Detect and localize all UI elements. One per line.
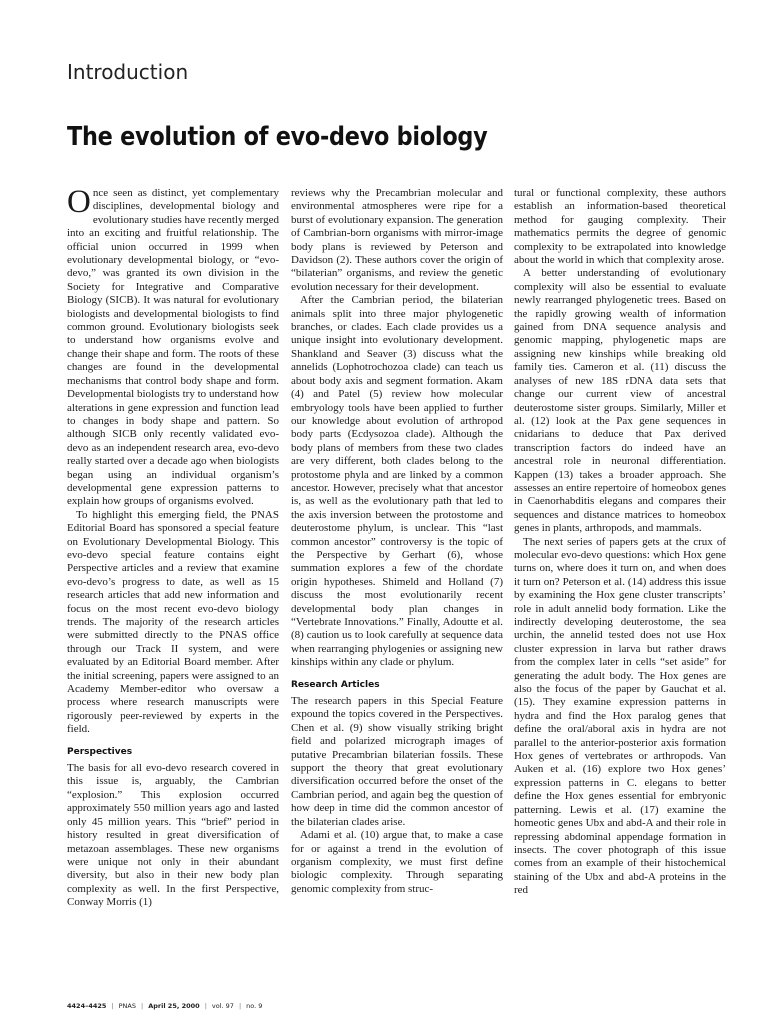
paragraph: A better understanding of evolutionary complexity will also be essential to evaluate newly rearranged phylogenetic trees. Based on the rapidly growing wealth of information gained from DNA sequence analysis and genomic mapping, phylogenetic maps are assigning new kinships while breaking old family ties. Cameron et al. (11) discuss the analyses of new 18S rDNA data sets that change our current view of ancestral deuterostome sister groups. Similarly, Miller et al. (12) look at the Pax gene sequences in cnidarians to deduce that Pax derived transcription factors do indeed have an ancestral role in neuronal differentiation. Kappen (13) takes a broader approach. She assesses an entire repertoire of homeobox genes in Caenorhabditis elegans and compares their sequences and distance matrices to homeobox genes in plants, arthropods, and mammals. xyxy=(514,267,726,535)
paragraph: Adami et al. (10) argue that, to make a case for or against a trend in the evolution of organism complexity, we must first define biologic complexity. Through separating genomic complexity from struc- xyxy=(291,829,503,895)
footer-volume: vol. 97 xyxy=(211,1002,234,1010)
drop-cap: O xyxy=(67,184,91,220)
paragraph-text: nce seen as distinct, yet complementary disciplines, developmental biology and evolutionary studies have recently merged into an exciting and fruitful relationship. The official union occurred in 1999 when evolutionary developmental biology, or “evo-devo,” was granted its own division in the Society for Integrative and Comparative Biology (SICB). It was natural for evolutionary biologists and developmental biologists to find common ground. Evolutionary biologists seek to understand how organisms evolve and change their shape and form. The roots of these changes are found in the developmental mechanisms that control body shape and form. Developmental biologists try to understand how alterations in gene expression and function lead to changes in body shape and pattern. So although SICB only recently validated evo-devo as an independent research area, evo-devo really started over a decade ago when biologists began using an individual organism’s developmental gene expression patterns to explain how groups of organisms evolved. xyxy=(67,187,279,508)
paragraph: To highlight this emerging field, the PNAS Editorial Board has sponsored a special feature on Evolutionary Developmental Biology. This evo-devo special feature contains eight Perspective articles and a review that examine evo-devo’s progress to date, as well as 15 research articles that add new information and focus on the most recent evo-devo biology trends. The majority of the research articles were submitted directly to the PNAS office through our Track II system, and were evaluated by an Editorial Board member. After the initial screening, papers were assigned to an Academy Member-editor who oversaw a process where research manuscripts were rigorously peer-reviewed by experts in the field. xyxy=(67,508,279,736)
footer-separator: | xyxy=(141,1002,144,1010)
article-title: The evolution of evo-devo biology xyxy=(67,122,488,152)
footer-issue: no. 9 xyxy=(246,1002,263,1010)
text-column-2 xyxy=(291,187,503,896)
footer-journal: PNAS xyxy=(118,1002,136,1010)
text-column-1 xyxy=(67,184,279,910)
paragraph: The next series of papers gets at the crux of molecular evo-devo questions: which Hox gene turns on, where does it turn on, and when does it turn on? Peterson et al. (14) address this issue by examining the Hox gene cluster transcripts’ role in adult annelid body formation. Like the indirectly developing deuterostome, the sea urchin, the annelid tested does not use Hox cluster expression in larva but rather draws from the complex later in cells “set aside” for generating the adult body. The Hox genes are also the focus of the paper by Gauchat et al. (15). They examine expression patterns in hydra and find the Hox paralog genes that define the oral/aboral axis in hydra are not parallel to the anterior-posterior axis formation Hox genes of vertebrates or arthropods. Van Auken et al. (16) explore two Hox genes’ expression patterns in C. elegans to better define the Hox genes essential for embryonic patterning. Lewis et al. (17) examine the homeotic genes Ubx and abd-A and their role in repressing abdominal appendage formation in insects. The cover photograph of this issue comes from an example of their histochemical staining of the Ubx and abd-A proteins in the red xyxy=(514,535,726,897)
paragraph: reviews why the Precambrian molecular and environmental atmospheres were ripe for a burst of evolutionary expansion. The generation of Cambrian-born organisms with mirror-image body plans is reviewed by Peterson and Davidson (2). These authors cover the origin of “bilaterian” organisms, and review the genetic evolution necessary for their development. xyxy=(291,187,503,293)
footer-separator: | xyxy=(238,1002,242,1010)
section-heading-perspectives: Perspectives xyxy=(67,746,133,757)
footer-separator: | xyxy=(111,1002,114,1010)
paragraph: The basis for all evo-devo research covered in this issue is, arguably, the Cambrian “explosion.” This explosion occurred approximately 550 million years ago and lasted only 45 million years. This “brief” period in history resulted in great diversification of metazoan assemblages. These new organisms were unique not only in their abundant diversity, but also in their new body plan complexity as well. In the first Perspective, Conway Morris (1) xyxy=(67,762,279,909)
page-footer xyxy=(67,1002,262,1010)
section-label: Introduction xyxy=(67,60,189,84)
paragraph: After the Cambrian period, the bilaterian animals split into three major phylogenetic branches, or clades. Each clade provides us a unique insight into evolutionary development. Shankland and Seaver (3) discuss what the annelids (Lophotrochozoa clade) can teach us about body axis and segment formation. Akam (4) and Patel (5) review how molecular embryology tools have been applied to further our knowledge about evolution of arthropod body parts (Ecdysozoa clade). Although the body plans of members from these two clades are very different, both clades belong to the protostome phyla and are linked by a common ancestor. However, precisely what that ancestor is, as well as the evolutionary path that led to the axis inversion between the protostome and deuterostome phylum, is unclear. This “last common ancestor” controversy is the topic of the Perspective by Gerhart (6), whose summation explores a few of the chordate origin hypotheses. Shimeld and Holland (7) discuss the most evolutionarily recent developmental body plan changes in “Vertebrate Innovations.” Finally, Adoutte et al. (8) caution us to look carefully at sequence data when rearranging phylogenies or assigning new kinships within any clade or phylum. xyxy=(291,294,503,669)
paragraph: The research papers in this Special Feature expound the topics covered in the Perspectives. Chen et al. (9) show visually striking bright field and polarized micrograph images of putative Precambrian bilaterian fossils. These support the theory that great evolutionary diversification occurred before the onset of the Cambrian period, and again beg the question of how deep in time did the common ancestor of the bilaterian clades arise. xyxy=(291,695,503,828)
footer-separator: | xyxy=(204,1002,207,1010)
paragraph: tural or functional complexity, these authors establish an information-based theoretical method for gauging complexity. Their mathematics permits the degree of genomic complexity to be extrapolated into knowledge about the world in which that complexity arose. xyxy=(514,187,726,267)
footer-pages: 4424–4425 xyxy=(67,1002,107,1010)
text-column-3 xyxy=(514,187,726,898)
paragraph xyxy=(67,184,279,509)
section-heading-research-articles: Research Articles xyxy=(291,679,380,690)
footer-date: April 25, 2000 xyxy=(148,1002,200,1010)
